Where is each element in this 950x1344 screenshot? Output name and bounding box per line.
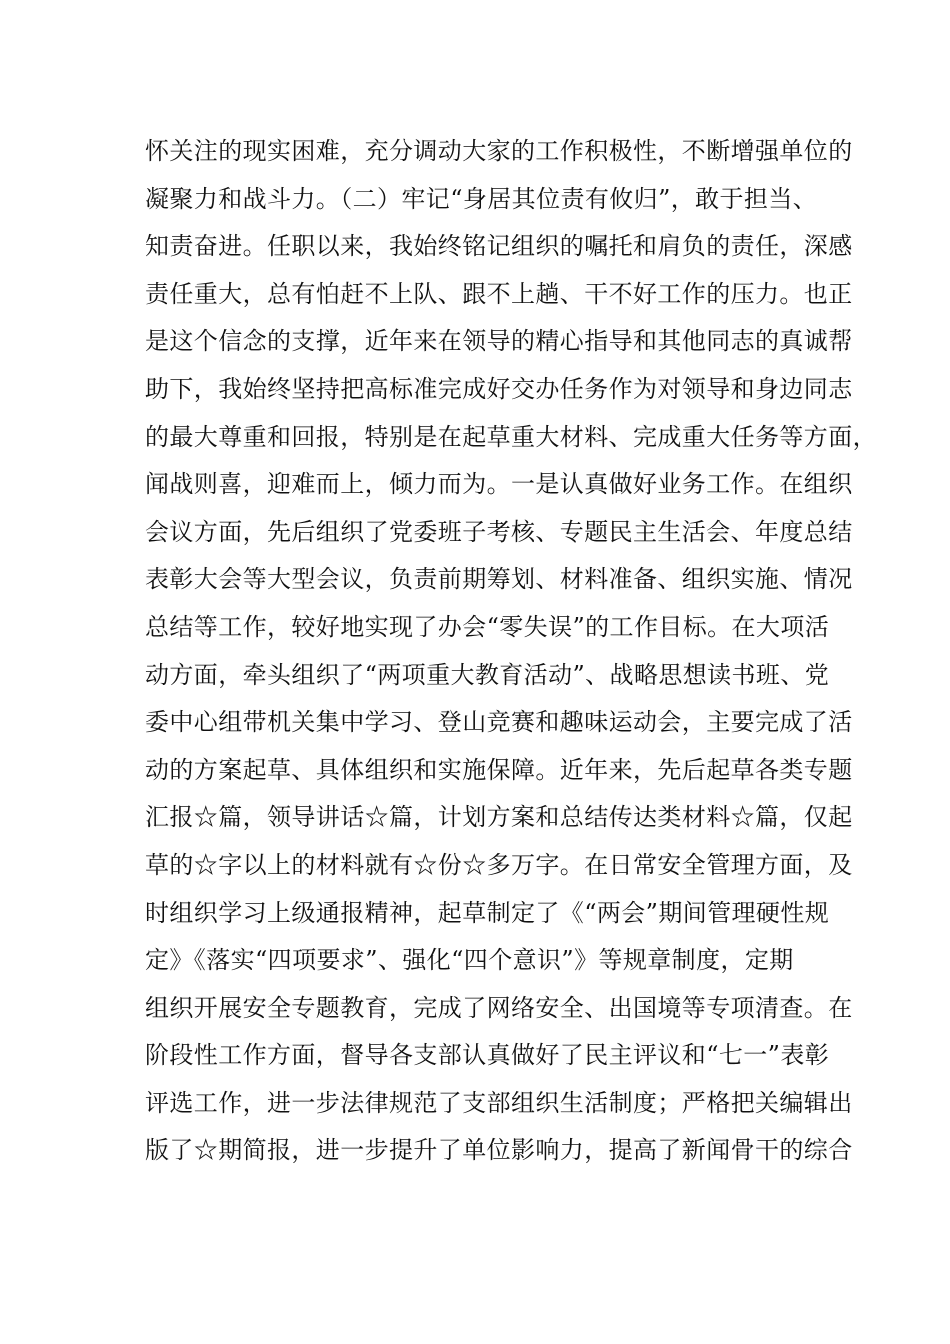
text-line: 动的方案起草、具体组织和实施保障。近年来，先后起草各类专题 [145, 755, 853, 784]
text-line: 知责奋进。任职以来，我始终铭记组织的嘱托和肩负的责任，深感 [145, 232, 853, 261]
text-line: 的最大尊重和回报，特别是在起草重大材料、完成重大任务等方面， [145, 422, 877, 451]
text-line: 阶段性工作方面，督导各支部认真做好了民主评议和“七一”表彰 [145, 1041, 830, 1070]
text-line: 评选工作，进一步法律规范了支部组织生活制度；严格把关编辑出 [145, 1088, 853, 1117]
text-line: 责任重大，总有怕赶不上队、跟不上趟、干不好工作的压力。也正 [145, 279, 853, 308]
text-line: 怀关注的现实困难，充分调动大家的工作积极性，不断增强单位的 [145, 137, 853, 165]
text-line: 草的☆字以上的材料就有☆份☆多万字。在日常安全管理方面，及 [145, 850, 853, 879]
text-line: 助下，我始终坚持把高标准完成好交办任务作为对领导和身边同志 [145, 374, 853, 403]
text-line: 动方面，牵头组织了“两项重大教育活动”、战略思想读书班、党 [145, 660, 830, 689]
text-line: 汇报☆篇，领导讲话☆篇，计划方案和总结传达类材料☆篇，仅起 [145, 803, 853, 832]
text-line: 定》《落实“四项要求”、强化“四个意识”》等规章制度，定期 [145, 946, 794, 975]
text-line: 是这个信念的支撑，近年来在领导的精心指导和其他同志的真诚帮 [145, 327, 853, 356]
text-line: 组织开展安全专题教育，完成了网络安全、出国境等专项清查。在 [145, 993, 853, 1022]
text-line: 委中心组带机关集中学习、登山竞赛和趣味运动会，主要完成了活 [145, 708, 853, 737]
text-line: 总结等工作，较好地实现了办会“零失误”的工作目标。在大项活 [145, 612, 830, 641]
text-line: 表彰大会等大型会议，负责前期筹划、材料准备、组织实施、情况 [145, 565, 853, 594]
text-line: 会议方面，先后组织了党委班子考核、专题民主生活会、年度总结 [145, 517, 853, 546]
body-paragraph [145, 128, 877, 1175]
text-line: 凝聚力和战斗力。（二）牢记“身居其位责有攸归”，敢于担当、 [145, 184, 818, 213]
text-line: 时组织学习上级通报精神，起草制定了《“两会”期间管理硬性规 [145, 898, 830, 927]
text-line: 闻战则喜，迎难而上，倾力而为。一是认真做好业务工作。在组织 [145, 470, 853, 499]
text-line: 版了☆期简报，进一步提升了单位影响力，提高了新闻骨干的综合 [145, 1136, 853, 1165]
